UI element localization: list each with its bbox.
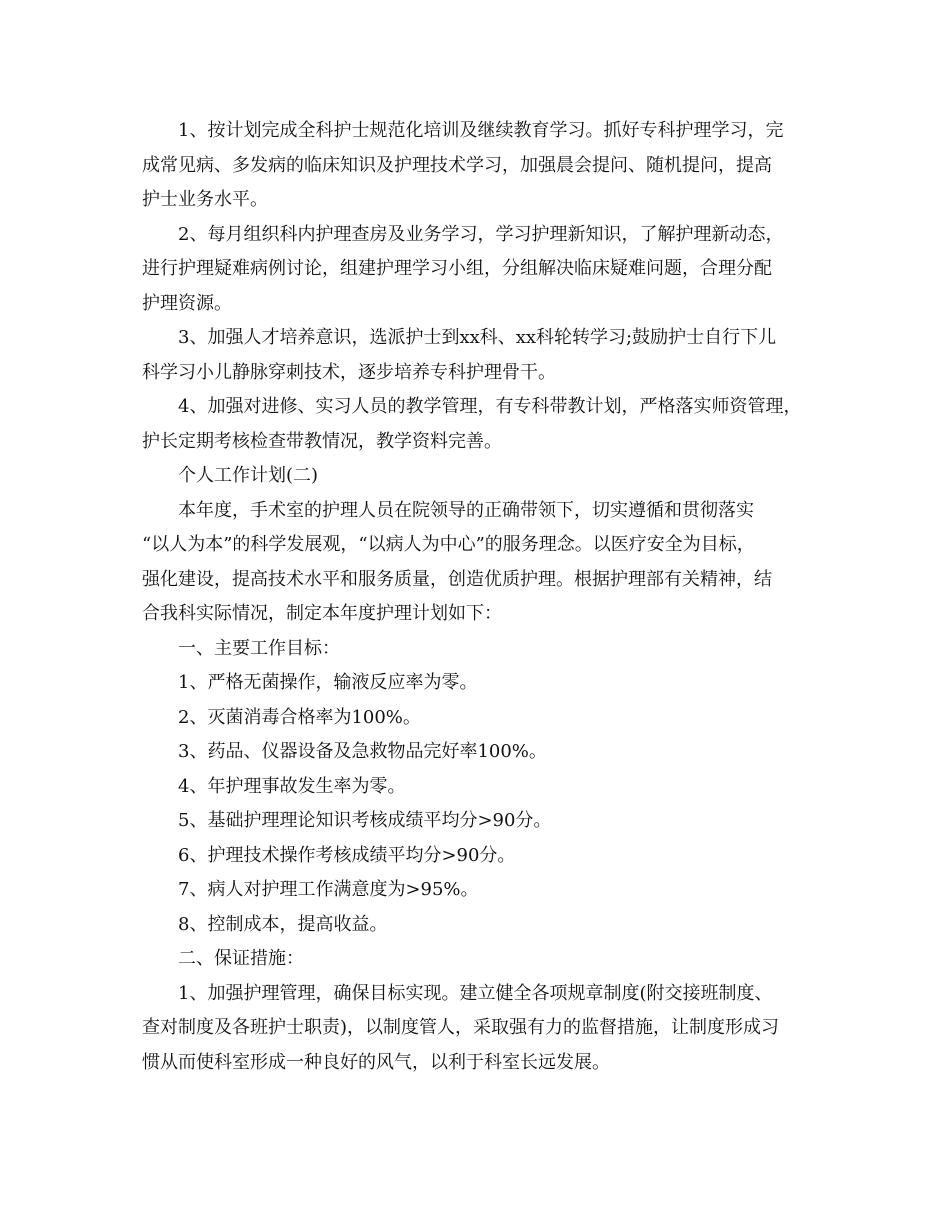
text-line: 护长定期考核检查带教情况，教学资料完善。 [142, 430, 502, 452]
text-line: 查对制度及各班护士职责)，以制度管人，采取强有力的监督措施，让制度形成习 [142, 1017, 780, 1038]
text-line: “以人为本”的科学发展观，“以病人为中心”的服务理念。以医疗安全为目标， [142, 534, 755, 555]
text-line: 4、年护理事故发生率为零。 [178, 775, 406, 797]
text-line: 合我科实际情况，制定本年度护理计划如下： [142, 603, 502, 624]
text-line: 6、护理技术操作考核成绩平均分>90分。 [178, 844, 516, 866]
text-line: 护士业务水平。 [142, 189, 268, 210]
text-line: 4、加强对进修、实习人员的教学管理，有专科带教计划，严格落实师资管理， [178, 396, 802, 417]
text-line: 5、基础护理理论知识考核成绩平均分>90分。 [178, 810, 552, 831]
text-line: 进行护理疑难病例讨论，组建护理学习小组，分组解决临床疑难问题，合理分配 [142, 258, 772, 279]
text-line: 3、加强人才培养意识，选派护士到xx科、xx科轮转学习;鼓励护士自行下儿 [178, 327, 777, 348]
text-line: 7、病人对护理工作满意度为>95%。 [178, 879, 479, 900]
text-line: 8、控制成本，提高收益。 [178, 913, 388, 935]
text-line: 1、加强护理管理，确保目标实现。建立健全各项规章制度(附交接班制度、 [178, 982, 773, 1004]
text-line: 1、按计划完成全科护士规范化培训及继续教育学习。抓好专科护理学习，完 [178, 120, 784, 141]
text-line: 3、药品、仪器设备及急救物品完好率100%。 [178, 741, 547, 762]
text-line: 二、保证措施： [178, 948, 304, 969]
text-line: 一、主要工作目标： [178, 637, 340, 659]
text-line: 成常见病、多发病的临床知识及护理技术学习，加强晨会提问、随机提问，提高 [142, 154, 772, 176]
text-line: 2、灭菌消毒合格率为100%。 [178, 706, 421, 728]
text-line: 1、严格无菌操作，输液反应率为零。 [178, 672, 478, 693]
text-line: 护理资源。 [142, 292, 232, 314]
text-line: 个人工作计划(二) [178, 465, 319, 486]
text-line: 惯从而使科室形成一种良好的风气，以利于科室长远发展。 [142, 1051, 610, 1073]
text-line: 强化建设，提高技术水平和服务质量，创造优质护理。根据护理部有关精神，结 [142, 568, 772, 590]
document-body [142, 114, 817, 1080]
text-line: 科学习小儿静脉穿刺技术，逐步培养专科护理骨干。 [142, 361, 556, 383]
text-line: 2、每月组织科内护理查房及业务学习，学习护理新知识，了解护理新动态， [178, 223, 784, 245]
text-line: 本年度，手术室的护理人员在院领导的正确带领下，切实遵循和贯彻落实 [178, 499, 754, 521]
